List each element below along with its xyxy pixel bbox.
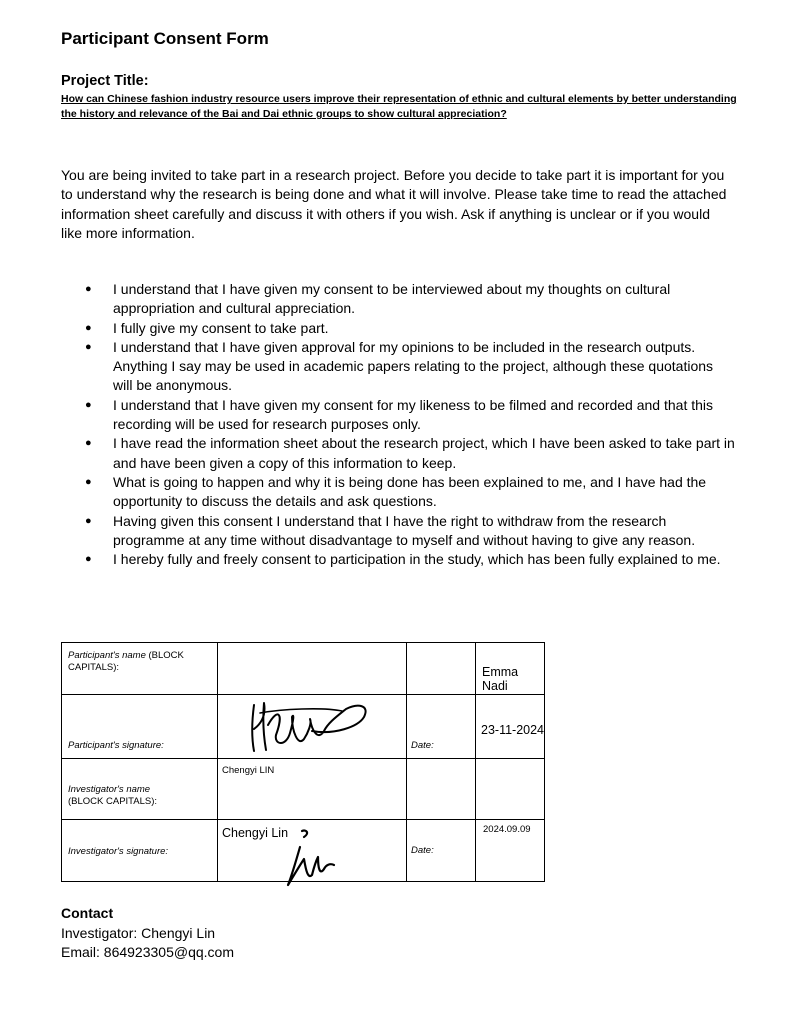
project-title: How can Chinese fashion industry resource users improve their representation of ethnic and cultural elements by better understanding the history and relevance of the Bai and Dai ethnic groups to show cultural appreciation? [61, 93, 737, 120]
participant-signature-icon [242, 695, 392, 757]
investigator-signature-text: Chengyi Lin [222, 826, 289, 840]
statement-item: ● What is going to happen and why it is being done has been explained to me, and I have had the opportunity to discuss the details and ask questions. [85, 473, 735, 512]
statement-item: ● I understand that I have given my consent to be interviewed about my thoughts on cultural appropriation and cultural appreciation. [85, 280, 735, 319]
contact-heading: Contact [61, 905, 114, 921]
investigator-date-label: Date: [411, 845, 434, 856]
investigator-date-value: 2024.09.09 [483, 824, 531, 835]
statement-item: ● Having given this consent I understand that I have the right to withdraw from the research programme at any time without disadvantage to myself and without having to give any reason. [85, 512, 735, 551]
participant-signature-label: Participant's signature: [68, 740, 164, 751]
statement-item: ● I hereby fully and freely consent to participation in the study, which has been fully explained to me. [85, 550, 735, 569]
intro-paragraph: You are being invited to take part in a research project. Before you decide to take part it is important for you to understand why the research is being done and what it will involve. Please take time to read the attached information sheet carefully and discuss it with others if you wish. Ask if anything is unclear or if you would like more information. [61, 167, 727, 241]
participant-date-value: 23-11-2024 [481, 723, 545, 737]
investigator-name-label: Investigator's name (BLOCK CAPITALS): [68, 784, 158, 807]
statement-item: ● I understand that I have given my consent for my likeness to be filmed and recorded and that this recording will be used for research purposes only. [85, 396, 735, 435]
participant-name-label: Participant's name (BLOCK CAPITALS): [68, 650, 184, 673]
contact-investigator: Investigator: Chengyi Lin [61, 925, 216, 941]
signature-table [61, 642, 545, 882]
participant-name-value: Emma Nadi [482, 665, 519, 693]
page-title: Participant Consent Form [61, 29, 269, 48]
contact-email: Email: 864923305@qq.com [61, 944, 234, 960]
consent-statements [85, 280, 735, 569]
statement-item: ● I fully give my consent to take part. [85, 319, 735, 338]
statement-item: ● I understand that I have given approval for my opinions to be included in the research outputs. Anything I say may be used in academic papers relating to the project, although these quotations will be anonymous. [85, 338, 735, 396]
project-title-heading: Project Title: [61, 73, 149, 89]
investigator-signature-icon [282, 825, 352, 891]
statement-item: ● I have read the information sheet about the research project, which I have been asked to take part in and have been given a copy of this information to keep. [85, 434, 735, 473]
investigator-name-value: Chengyi LIN [222, 765, 275, 776]
investigator-signature-label: Investigator's signature: [68, 846, 169, 857]
participant-date-label: Date: [411, 740, 434, 751]
